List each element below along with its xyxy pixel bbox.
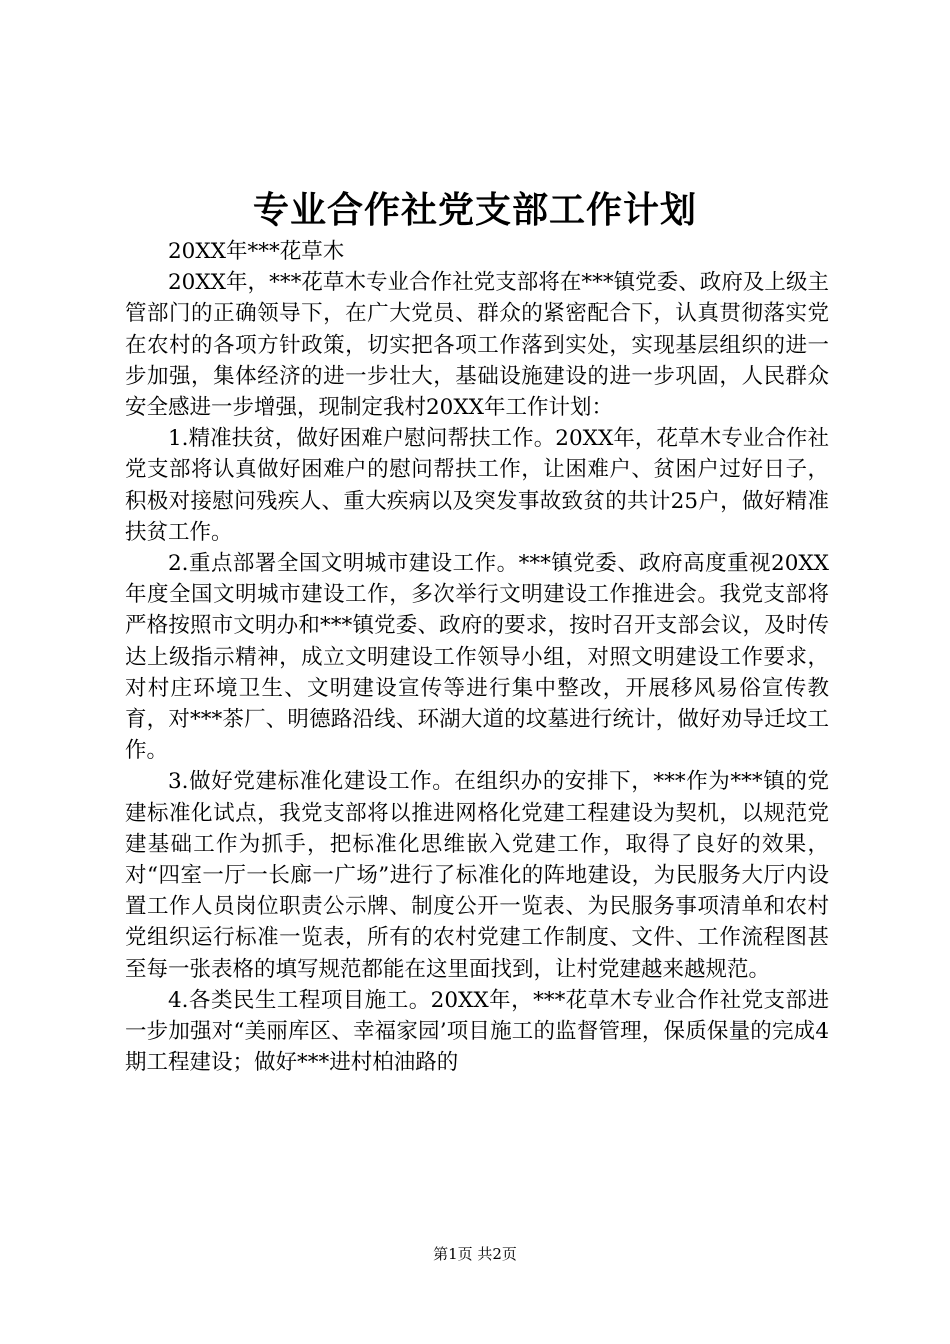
paragraph-intro: 20XX年，***花草木专业合作社党支部将在***镇党委、政府及上级主管部门的正确领导下，在广大党员、群众的紧密配合下，认真贯彻落实党在农村的各项方针政策，切实把各项工作落到实处，实现基层组织的进一步加强，集体经济的进一步壮大，基础设施建设的进一步巩固，人民群众安全感进一步增强，现制定我村20XX年工作计划：	[125, 270, 829, 421]
paragraph-date-line: 20XX年***花草木	[168, 239, 345, 264]
page-footer: 第1页 共2页	[433, 1245, 517, 1263]
paragraph-item-2: 2.重点部署全国文明城市建设工作。***镇党委、政府高度重视20XX年度全国文明城市建设工作，多次举行文明建设工作推进会。我党支部将严格按照市文明办和***镇党委、政府的要求，按时召开支部会议，及时传达上级指示精神，成立文明建设工作领导小组，对照文明建设工作要求，对村庄环境卫生、文明建设宣传等进行集中整改，开展移风易俗宣传教育，对***茶厂、明德路沿线、环湖大道的坟墓进行统计，做好劝导迁坟工作。	[125, 551, 829, 764]
paragraph-item-4: 4.各类民生工程项目施工。20XX年，***花草木专业合作社党支部进一步加强对“美丽库区、幸福家园’项目施工的监督管理，保质保量的完成4期工程建设；做好***进村柏油路的	[125, 987, 829, 1076]
document-title: 专业合作社党支部工作计划	[252, 189, 697, 231]
paragraph-item-3: 3.做好党建标准化建设工作。在组织办的安排下，***作为***镇的党建标准化试点，我党支部将以推进网格化党建工程建设为契机，以规范党建基础工作为抓手，把标准化思维嵌入党建工作，取得了良好的效果，对“四室一厅一长廊一广场”进行了标准化的阵地建设，为民服务大厅内设置工作人员岗位职责公示牌、制度公开一览表、为民服务事项清单和农村党组织运行标准一览表，所有的农村党建工作制度、文件、工作流程图甚至每一张表格的填写规范都能在这里面找到，让村党建越来越规范。	[125, 769, 829, 982]
document-body	[125, 236, 829, 1078]
paragraph-item-1: 1.精准扶贫，做好困难户慰问帮扶工作。20XX年，花草木专业合作社党支部将认真做好困难户的慰问帮扶工作，让困难户、贫困户过好日子，积极对接慰问残疾人、重大疾病以及突发事故致贫的共计25户，做好精准扶贫工作。	[125, 426, 829, 545]
